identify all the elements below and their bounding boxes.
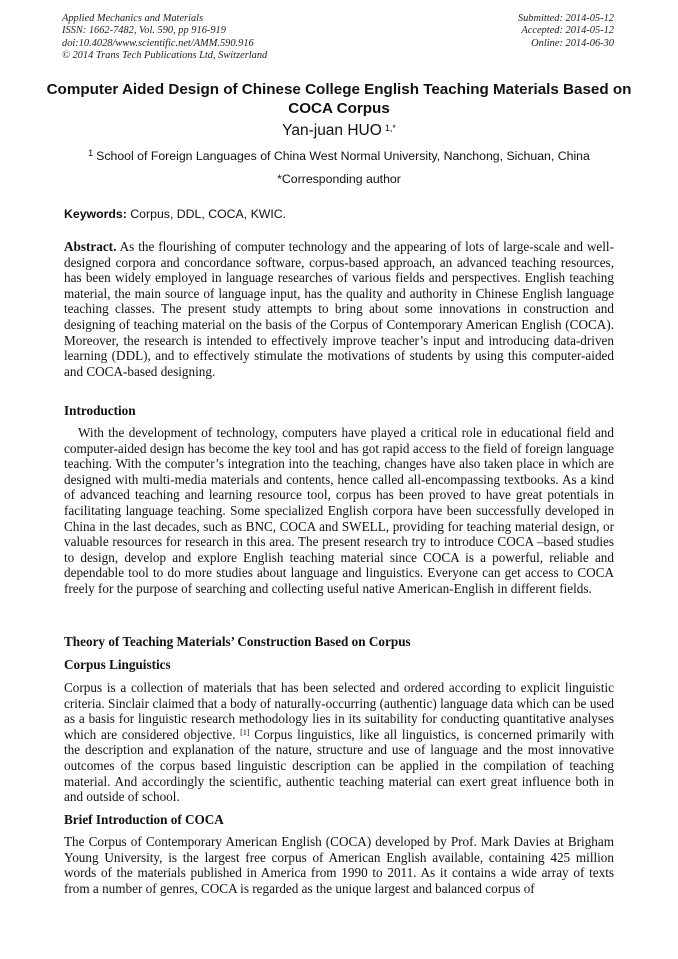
- author-marks: 1,*: [384, 123, 396, 133]
- author-line: [0, 121, 678, 141]
- corpus-linguistics-text-part1: Corpus is a collection of materials that has been selected and ordered according to explicit linguistic criteria. Sinclair claimed that a body of naturally-occurring (authentic) language data which can be used as a basis for linguistic research methodology lies in its suitability for conducting quantitative analyses which are considered objective.: [64, 680, 614, 742]
- author-name: Yan-juan HUO: [282, 122, 382, 139]
- keywords-label: Keywords:: [64, 207, 127, 221]
- date-accepted: Accepted: 2014-05-12: [521, 25, 614, 37]
- citation-1: [1]: [240, 727, 250, 737]
- affiliation: [0, 148, 678, 164]
- journal-name: Applied Mechanics and Materials: [62, 13, 204, 24]
- journal-info: [62, 13, 267, 63]
- journal-copyright: © 2014 Trans Tech Publications Ltd, Switzerland: [62, 50, 268, 62]
- introduction-heading: Introduction: [64, 403, 136, 418]
- journal-issn: ISSN: 1662-7482, Vol. 590, pp 916-919: [62, 25, 226, 37]
- keywords-text: Corpus, DDL, COCA, KWIC.: [130, 207, 287, 221]
- abstract: [64, 239, 614, 379]
- date-submitted: Submitted: 2014-05-12: [517, 13, 614, 24]
- journal-doi: doi:10.4028/www.scientific.net/AMM.590.916: [62, 37, 254, 49]
- affiliation-text: School of Foreign Languages of China West Normal University, Nanchong, Sichuan, China: [96, 149, 590, 163]
- theory-heading: Theory of Teaching Materials’ Construction Based on Corpus: [64, 634, 411, 649]
- affiliation-mark: 1: [88, 148, 94, 158]
- corpus-linguistics-text: [64, 680, 614, 805]
- coca-text: The Corpus of Contemporary American English (COCA) developed by Prof. Mark Davies at Brigham Young University, is the largest free corpus of American English available, containing 425 million words of the materials published in America from 1990 to 2011. As it contains a wide array of texts from a number of genres, COCA is regarded as the unique largest and balanced corpus of: [64, 834, 614, 896]
- introduction-text: With the development of technology, computers have played a critical role in educational field and computer-aided design has become the key tool and has got rapid access to the field of foreign language teaching. With the computer’s integration into the teaching, changes have also taken place in which are designed with multi-media materials and contents, hence called all-encompassing textbooks. As a kind of advanced teaching and learning resource tool, corpus has been proved to have great potentials in facilitating language teaching. Some specialized English corpora have been successfully developed in China in the last decades, such as BNC, COCA and SWELL, providing for teaching material design, or valuable resources for research in this area. The present research try to introduce COCA –based studies to design, develop and explore English teaching material since COCA is a powerful, reliable and dependable tool to do more studies about language and linguistics. Everyone can get access to COCA freely for the purpose of searching and collecting useful native American-English in different fields.: [64, 425, 614, 596]
- paper-title: Computer Aided Design of Chinese College English Teaching Materials Based on COCA Corpus: [46, 81, 632, 117]
- date-online: Online: 2014-06-30: [531, 37, 614, 49]
- coca-heading: Brief Introduction of COCA: [64, 812, 224, 827]
- corpus-linguistics-heading: Corpus Linguistics: [64, 657, 171, 672]
- publication-dates: [518, 13, 614, 50]
- abstract-text: As the flourishing of computer technology and the appearing of lots of large-scale and well-designed corpora and concordance software, corpus-based approach, an advanced teaching resources, has been widely employed in language researches of various fields and perspectives. English teaching material, the main source of language input, has the quality and authority in Chinese English language teaching classes. The present study attempts to bring about some innovations in construction and designing of teaching material on the basis of the Corpus of Contemporary American English (COCA). Moreover, the research is intended to effectively improve teacher’s input and introducing data-driven learning (DDL), and to effectively stimulate the motivations of students by using this computer-aided and COCA-based designing.: [64, 239, 614, 379]
- keywords: [64, 206, 286, 222]
- abstract-label: Abstract.: [64, 239, 117, 254]
- corpus-linguistics-text-part2: Corpus linguistics, like all linguistics, is concerned primarily with the description and explanation of the nature, structure and use of language and the most innovative outcomes of the corpus based linguistic description can be applied in the compilation of teaching material. And accordingly the scientific, authentic teaching material can exert great influence both in and outside of school.: [64, 726, 615, 805]
- corresponding-author-note: *Corresponding author: [277, 172, 401, 186]
